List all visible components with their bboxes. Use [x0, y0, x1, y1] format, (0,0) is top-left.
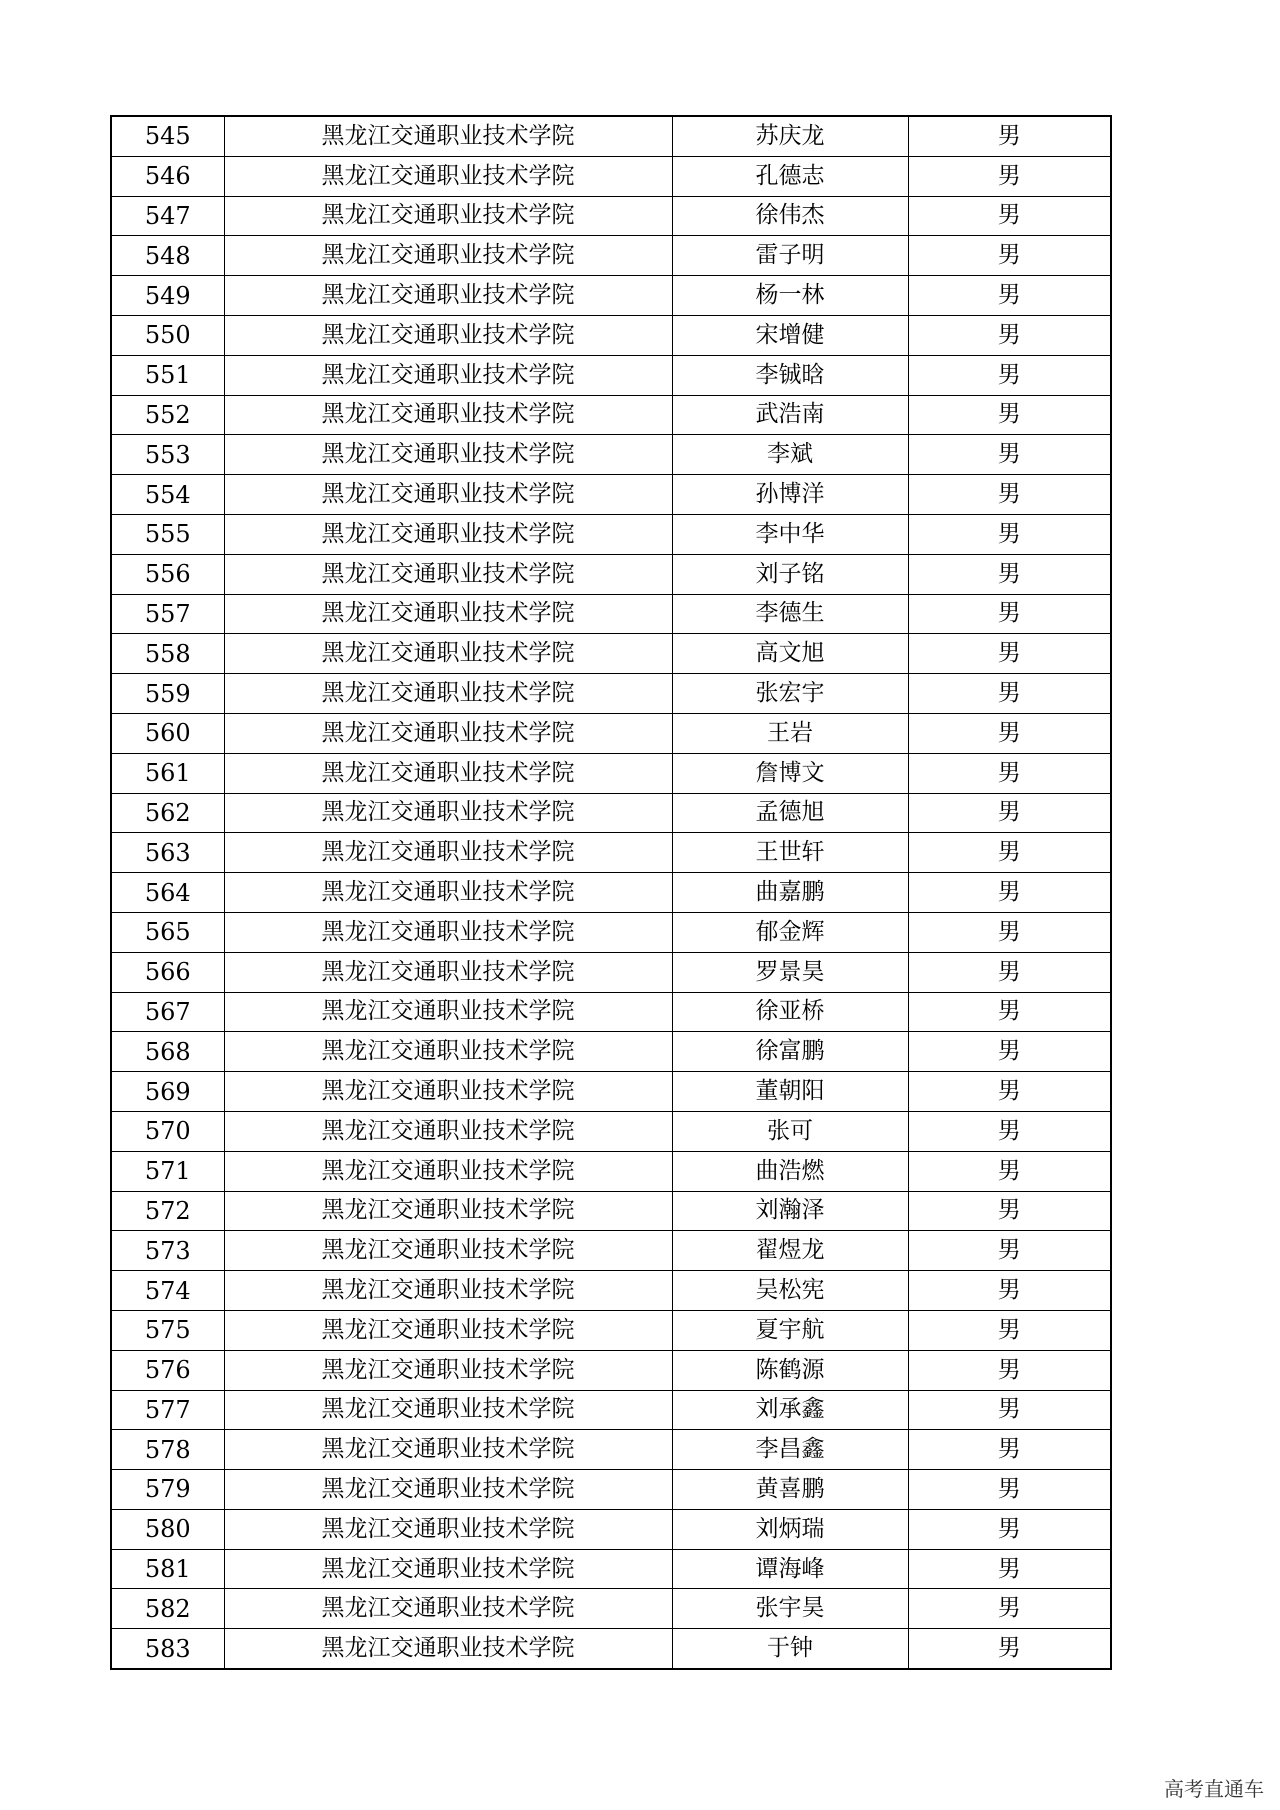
serial-number-cell: 577	[111, 1390, 224, 1430]
gender-cell: 男	[908, 1271, 1111, 1311]
table-row	[111, 1191, 1111, 1231]
table-row	[111, 634, 1111, 674]
student-name-cell: 徐亚桥	[672, 992, 908, 1032]
gender-cell: 男	[908, 435, 1111, 475]
student-name-cell: 谭海峰	[672, 1549, 908, 1589]
serial-number-cell: 554	[111, 475, 224, 515]
student-name-cell: 郁金辉	[672, 912, 908, 952]
table-row	[111, 952, 1111, 992]
school-cell: 黑龙江交通职业技术学院	[224, 435, 672, 475]
gender-cell: 男	[908, 554, 1111, 594]
serial-number-cell: 562	[111, 793, 224, 833]
serial-number-cell: 582	[111, 1589, 224, 1629]
student-name-cell: 陈鹤源	[672, 1350, 908, 1390]
serial-number-cell: 561	[111, 753, 224, 793]
student-name-cell: 吴松宪	[672, 1271, 908, 1311]
serial-number-cell: 572	[111, 1191, 224, 1231]
roster-table-body	[111, 116, 1111, 1669]
student-name-cell: 刘子铭	[672, 554, 908, 594]
gender-cell: 男	[908, 1509, 1111, 1549]
serial-number-cell: 545	[111, 116, 224, 156]
student-name-cell: 宋增健	[672, 315, 908, 355]
student-name-cell: 李斌	[672, 435, 908, 475]
school-cell: 黑龙江交通职业技术学院	[224, 833, 672, 873]
serial-number-cell: 566	[111, 952, 224, 992]
serial-number-cell: 581	[111, 1549, 224, 1589]
table-row	[111, 514, 1111, 554]
student-name-cell: 张宏宇	[672, 674, 908, 714]
gender-cell: 男	[908, 1072, 1111, 1112]
gender-cell: 男	[908, 1032, 1111, 1072]
table-row	[111, 1310, 1111, 1350]
serial-number-cell: 549	[111, 276, 224, 316]
gender-cell: 男	[908, 873, 1111, 913]
roster-table	[110, 115, 1112, 1670]
school-cell: 黑龙江交通职业技术学院	[224, 236, 672, 276]
gender-cell: 男	[908, 1629, 1111, 1669]
gender-cell: 男	[908, 713, 1111, 753]
student-name-cell: 李中华	[672, 514, 908, 554]
school-cell: 黑龙江交通职业技术学院	[224, 196, 672, 236]
student-name-cell: 李铖晗	[672, 355, 908, 395]
table-row	[111, 1390, 1111, 1430]
student-name-cell: 黄喜鹏	[672, 1470, 908, 1510]
watermark-text: 高考直通车	[1164, 1777, 1264, 1801]
school-cell: 黑龙江交通职业技术学院	[224, 1549, 672, 1589]
student-name-cell: 徐富鹏	[672, 1032, 908, 1072]
table-row	[111, 196, 1111, 236]
table-row	[111, 1231, 1111, 1271]
student-name-cell: 苏庆龙	[672, 116, 908, 156]
gender-cell: 男	[908, 1231, 1111, 1271]
school-cell: 黑龙江交通职业技术学院	[224, 475, 672, 515]
student-name-cell: 詹博文	[672, 753, 908, 793]
table-row	[111, 276, 1111, 316]
table-row	[111, 1430, 1111, 1470]
serial-number-cell: 552	[111, 395, 224, 435]
serial-number-cell: 563	[111, 833, 224, 873]
gender-cell: 男	[908, 1549, 1111, 1589]
table-row	[111, 1629, 1111, 1669]
serial-number-cell: 559	[111, 674, 224, 714]
school-cell: 黑龙江交通职业技术学院	[224, 1072, 672, 1112]
gender-cell: 男	[908, 1350, 1111, 1390]
gender-cell: 男	[908, 236, 1111, 276]
gender-cell: 男	[908, 1430, 1111, 1470]
table-row	[111, 355, 1111, 395]
gender-cell: 男	[908, 753, 1111, 793]
student-name-cell: 徐伟杰	[672, 196, 908, 236]
table-row	[111, 992, 1111, 1032]
student-name-cell: 王世轩	[672, 833, 908, 873]
serial-number-cell: 575	[111, 1310, 224, 1350]
gender-cell: 男	[908, 952, 1111, 992]
school-cell: 黑龙江交通职业技术学院	[224, 594, 672, 634]
serial-number-cell: 580	[111, 1509, 224, 1549]
serial-number-cell: 583	[111, 1629, 224, 1669]
gender-cell: 男	[908, 355, 1111, 395]
student-name-cell: 雷子明	[672, 236, 908, 276]
serial-number-cell: 573	[111, 1231, 224, 1271]
serial-number-cell: 564	[111, 873, 224, 913]
table-row	[111, 1549, 1111, 1589]
school-cell: 黑龙江交通职业技术学院	[224, 355, 672, 395]
table-row	[111, 753, 1111, 793]
student-name-cell: 曲嘉鹏	[672, 873, 908, 913]
serial-number-cell: 558	[111, 634, 224, 674]
school-cell: 黑龙江交通职业技术学院	[224, 1589, 672, 1629]
gender-cell: 男	[908, 156, 1111, 196]
gender-cell: 男	[908, 912, 1111, 952]
serial-number-cell: 571	[111, 1151, 224, 1191]
student-name-cell: 孟德旭	[672, 793, 908, 833]
gender-cell: 男	[908, 196, 1111, 236]
serial-number-cell: 574	[111, 1271, 224, 1311]
gender-cell: 男	[908, 1151, 1111, 1191]
serial-number-cell: 553	[111, 435, 224, 475]
gender-cell: 男	[908, 116, 1111, 156]
student-name-cell: 杨一林	[672, 276, 908, 316]
gender-cell: 男	[908, 475, 1111, 515]
gender-cell: 男	[908, 1470, 1111, 1510]
table-row	[111, 1032, 1111, 1072]
serial-number-cell: 555	[111, 514, 224, 554]
gender-cell: 男	[908, 395, 1111, 435]
serial-number-cell: 556	[111, 554, 224, 594]
school-cell: 黑龙江交通职业技术学院	[224, 276, 672, 316]
table-row	[111, 833, 1111, 873]
student-name-cell: 翟煜龙	[672, 1231, 908, 1271]
student-name-cell: 孙博洋	[672, 475, 908, 515]
student-name-cell: 李德生	[672, 594, 908, 634]
school-cell: 黑龙江交通职业技术学院	[224, 1350, 672, 1390]
student-name-cell: 于钟	[672, 1629, 908, 1669]
serial-number-cell: 546	[111, 156, 224, 196]
school-cell: 黑龙江交通职业技术学院	[224, 873, 672, 913]
school-cell: 黑龙江交通职业技术学院	[224, 952, 672, 992]
serial-number-cell: 550	[111, 315, 224, 355]
gender-cell: 男	[908, 833, 1111, 873]
student-name-cell: 高文旭	[672, 634, 908, 674]
gender-cell: 男	[908, 594, 1111, 634]
table-row	[111, 793, 1111, 833]
school-cell: 黑龙江交通职业技术学院	[224, 753, 672, 793]
school-cell: 黑龙江交通职业技术学院	[224, 674, 672, 714]
school-cell: 黑龙江交通职业技术学院	[224, 1191, 672, 1231]
table-row	[111, 912, 1111, 952]
table-row	[111, 1589, 1111, 1629]
table-row	[111, 395, 1111, 435]
gender-cell: 男	[908, 674, 1111, 714]
student-name-cell: 曲浩燃	[672, 1151, 908, 1191]
serial-number-cell: 565	[111, 912, 224, 952]
serial-number-cell: 548	[111, 236, 224, 276]
gender-cell: 男	[908, 276, 1111, 316]
school-cell: 黑龙江交通职业技术学院	[224, 116, 672, 156]
table-row	[111, 116, 1111, 156]
school-cell: 黑龙江交通职业技术学院	[224, 1111, 672, 1151]
student-name-cell: 刘承鑫	[672, 1390, 908, 1430]
table-row	[111, 1470, 1111, 1510]
table-row	[111, 1350, 1111, 1390]
school-cell: 黑龙江交通职业技术学院	[224, 1470, 672, 1510]
serial-number-cell: 578	[111, 1430, 224, 1470]
school-cell: 黑龙江交通职业技术学院	[224, 395, 672, 435]
table-row	[111, 554, 1111, 594]
table-row	[111, 435, 1111, 475]
student-name-cell: 刘瀚泽	[672, 1191, 908, 1231]
school-cell: 黑龙江交通职业技术学院	[224, 1509, 672, 1549]
school-cell: 黑龙江交通职业技术学院	[224, 1390, 672, 1430]
gender-cell: 男	[908, 1111, 1111, 1151]
table-row	[111, 1111, 1111, 1151]
table-row	[111, 236, 1111, 276]
table-row	[111, 713, 1111, 753]
serial-number-cell: 579	[111, 1470, 224, 1510]
table-row	[111, 594, 1111, 634]
student-name-cell: 张可	[672, 1111, 908, 1151]
school-cell: 黑龙江交通职业技术学院	[224, 1231, 672, 1271]
student-name-cell: 武浩南	[672, 395, 908, 435]
table-row	[111, 674, 1111, 714]
student-name-cell: 孔德志	[672, 156, 908, 196]
gender-cell: 男	[908, 514, 1111, 554]
school-cell: 黑龙江交通职业技术学院	[224, 1151, 672, 1191]
school-cell: 黑龙江交通职业技术学院	[224, 793, 672, 833]
student-name-cell: 罗景昊	[672, 952, 908, 992]
gender-cell: 男	[908, 634, 1111, 674]
table-row	[111, 1271, 1111, 1311]
table-row	[111, 156, 1111, 196]
student-name-cell: 刘炳瑞	[672, 1509, 908, 1549]
school-cell: 黑龙江交通职业技术学院	[224, 634, 672, 674]
table-row	[111, 315, 1111, 355]
table-row	[111, 1151, 1111, 1191]
school-cell: 黑龙江交通职业技术学院	[224, 315, 672, 355]
gender-cell: 男	[908, 315, 1111, 355]
table-row	[111, 1072, 1111, 1112]
student-name-cell: 张宇昊	[672, 1589, 908, 1629]
gender-cell: 男	[908, 1589, 1111, 1629]
serial-number-cell: 567	[111, 992, 224, 1032]
gender-cell: 男	[908, 992, 1111, 1032]
school-cell: 黑龙江交通职业技术学院	[224, 1310, 672, 1350]
school-cell: 黑龙江交通职业技术学院	[224, 1271, 672, 1311]
school-cell: 黑龙江交通职业技术学院	[224, 1430, 672, 1470]
student-name-cell: 王岩	[672, 713, 908, 753]
serial-number-cell: 551	[111, 355, 224, 395]
serial-number-cell: 557	[111, 594, 224, 634]
table-row	[111, 475, 1111, 515]
table-row	[111, 873, 1111, 913]
gender-cell: 男	[908, 1191, 1111, 1231]
table-row	[111, 1509, 1111, 1549]
school-cell: 黑龙江交通职业技术学院	[224, 912, 672, 952]
serial-number-cell: 576	[111, 1350, 224, 1390]
school-cell: 黑龙江交通职业技术学院	[224, 514, 672, 554]
gender-cell: 男	[908, 793, 1111, 833]
gender-cell: 男	[908, 1390, 1111, 1430]
school-cell: 黑龙江交通职业技术学院	[224, 554, 672, 594]
serial-number-cell: 569	[111, 1072, 224, 1112]
student-name-cell: 夏宇航	[672, 1310, 908, 1350]
student-name-cell: 董朝阳	[672, 1072, 908, 1112]
gender-cell: 男	[908, 1310, 1111, 1350]
school-cell: 黑龙江交通职业技术学院	[224, 1629, 672, 1669]
school-cell: 黑龙江交通职业技术学院	[224, 713, 672, 753]
serial-number-cell: 547	[111, 196, 224, 236]
serial-number-cell: 570	[111, 1111, 224, 1151]
student-name-cell: 李昌鑫	[672, 1430, 908, 1470]
school-cell: 黑龙江交通职业技术学院	[224, 992, 672, 1032]
serial-number-cell: 560	[111, 713, 224, 753]
school-cell: 黑龙江交通职业技术学院	[224, 156, 672, 196]
serial-number-cell: 568	[111, 1032, 224, 1072]
school-cell: 黑龙江交通职业技术学院	[224, 1032, 672, 1072]
